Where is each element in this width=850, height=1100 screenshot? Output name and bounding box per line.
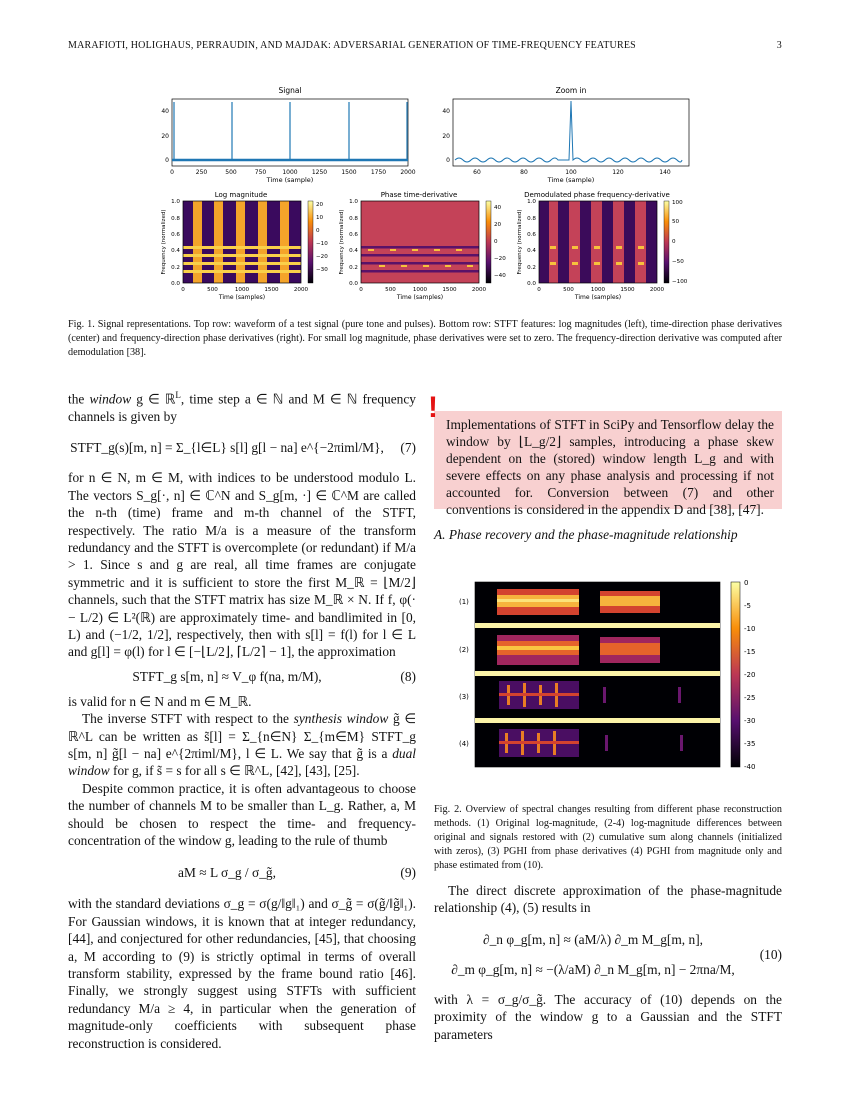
logmag-panel (161, 191, 328, 301)
svg-text:500: 500 (225, 169, 237, 176)
page-number: 3 (776, 40, 782, 51)
warning-box: Implementations of STFT in SciPy and Tensorflow delay the window by ⌊L_g/2⌋ samples, introducing a phase skew dependent on the (stored) window length L_g and with severe effects on any phase analysis and processing if not accounted for. Conversion between (7) and other conventions is considered in the appendix D and [38], [47]. (434, 411, 782, 509)
svg-text:1000: 1000 (590, 287, 606, 293)
svg-text:1750: 1750 (370, 169, 387, 176)
svg-text:0.2: 0.2 (349, 265, 358, 271)
svg-text:1250: 1250 (311, 169, 328, 176)
svg-text:1.0: 1.0 (527, 199, 536, 205)
svg-text:(4): (4) (459, 740, 469, 748)
zoom-xticks (473, 169, 671, 176)
phase-time-title: Phase time-derivative (380, 191, 458, 199)
para-lambda: with λ = σ_g/σ_g̃. The accuracy of (10) depends on the proximity of the window g to a Gaussian and the STFT parameters (434, 991, 782, 1042)
svg-text:−10: −10 (316, 241, 328, 247)
svg-text:(1): (1) (459, 598, 469, 606)
svg-text:120: 120 (612, 169, 624, 176)
svg-text:-5: -5 (744, 602, 751, 610)
svg-text:0.6: 0.6 (349, 232, 358, 238)
phase-freq-panel (517, 191, 688, 301)
svg-text:Time (samples): Time (samples) (396, 294, 444, 301)
svg-text:0.6: 0.6 (171, 232, 180, 238)
zoom-title: Zoom in (555, 86, 587, 95)
phase-freq-title: Demodulated phase frequency-derivative (524, 191, 670, 199)
signal-yticks (161, 108, 169, 164)
running-head (68, 40, 782, 51)
svg-text:60: 60 (473, 169, 481, 176)
section-heading: A. Phase recovery and the phase-magnitude relationship (434, 527, 738, 542)
svg-text:1500: 1500 (442, 287, 457, 293)
svg-text:0.0: 0.0 (527, 281, 536, 287)
svg-text:0: 0 (494, 239, 498, 245)
svg-text:0.0: 0.0 (171, 281, 180, 287)
svg-text:10: 10 (316, 215, 324, 221)
svg-text:40: 40 (442, 108, 450, 115)
svg-text:2000: 2000 (649, 287, 665, 293)
para-direct-approx: The direct discrete approximation of the phase-magnitude relationship (4), (5) results in (434, 883, 782, 916)
equation-10: ∂_n φ_g[m, n] ≈ (aM/λ) ∂_m M_g[m, n], ∂_m φ_g[m, n] ≈ −(λ/aM) ∂_n M_g[m, n] − 2πna/M, (10) (451, 931, 782, 977)
svg-text:1000: 1000 (234, 287, 250, 293)
figure-1 (150, 80, 710, 305)
svg-text:2000: 2000 (293, 287, 309, 293)
svg-text:50: 50 (672, 219, 680, 225)
svg-text:20: 20 (442, 133, 450, 140)
para-valid: is valid for n ∈ N and m ∈ M_ℝ. (68, 693, 252, 709)
svg-text:0: 0 (170, 169, 174, 176)
svg-text:-10: -10 (744, 625, 756, 633)
equation-9: aM ≈ L σ_g / σ_g̃, (9) (178, 864, 416, 880)
signal-xlabel: Time (sample) (266, 176, 314, 184)
signal-xticks (170, 169, 416, 176)
svg-text:750: 750 (254, 169, 267, 176)
svg-text:−20: −20 (494, 256, 506, 262)
svg-text:20: 20 (494, 222, 502, 228)
svg-text:1500: 1500 (264, 287, 279, 293)
zoom-panel (442, 86, 689, 184)
svg-text:-20: -20 (744, 671, 756, 679)
svg-text:0: 0 (744, 579, 749, 587)
svg-text:2000: 2000 (471, 287, 487, 293)
svg-text:0.8: 0.8 (349, 216, 358, 222)
svg-text:0.4: 0.4 (349, 248, 358, 254)
svg-text:40: 40 (494, 205, 502, 211)
svg-text:0.2: 0.2 (171, 265, 180, 271)
svg-text:0: 0 (446, 157, 450, 164)
fig2-row-1 (497, 589, 660, 615)
svg-text:Frequency (normalized): Frequency (normalized) (517, 209, 523, 275)
svg-text:100: 100 (565, 169, 577, 176)
zoom-yticks (442, 108, 450, 164)
para-inverse: The inverse STFT with respect to the synthesis window g̃ ∈ ℝ^L can be written as s̃[l] = Σ_{n∈N} Σ_{m∈M} STFT_g s[m, n] g̃[l − na] e^{2πiml/M}, l ∈ L. We say that g̃ is a dual window for g, if s̃ = s for all s ∈ ℝ^L, [42], [43], [25]. (68, 711, 416, 779)
svg-text:80: 80 (520, 169, 528, 176)
svg-text:2000: 2000 (400, 169, 416, 176)
svg-text:500: 500 (385, 287, 396, 293)
svg-text:0: 0 (165, 157, 169, 164)
fig1-caption: Fig. 1. Signal representations. Top row: waveform of a test signal (pure tone and pulses). Bottom row: STFT features: log magnitudes (left), time-direction phase derivatives (center) and frequency-direction phase derivatives (right). For small log magnitude, phase derivatives were set to zero. The frequency-direction derivative was computed after demodulation [38]. (68, 319, 782, 358)
svg-text:0: 0 (359, 287, 363, 293)
svg-text:Time (samples): Time (samples) (218, 294, 266, 301)
svg-text:20: 20 (316, 202, 324, 208)
svg-text:40: 40 (161, 108, 169, 115)
fig2-row-2 (497, 635, 660, 665)
signal-panel (161, 86, 415, 184)
figure-2 (455, 575, 770, 775)
svg-text:0.6: 0.6 (527, 232, 536, 238)
svg-text:−20: −20 (316, 254, 328, 260)
svg-text:-30: -30 (744, 717, 756, 725)
svg-text:0.2: 0.2 (527, 265, 536, 271)
svg-text:Frequency (normalized): Frequency (normalized) (339, 209, 345, 275)
left-column (68, 387, 416, 1052)
svg-text:1.0: 1.0 (349, 199, 358, 205)
running-title: MARAFIOTI, HOLIGHAUS, PERRAUDIN, AND MAJDAK: ADVERSARIAL GENERATION OF TIME-FREQUENCY FEATURES (68, 40, 636, 51)
svg-text:1000: 1000 (282, 169, 298, 176)
svg-text:1500: 1500 (620, 287, 635, 293)
equation-8: STFT_g s[m, n] ≈ V_φ f(na, m/M), (8) (132, 669, 416, 685)
svg-text:0.0: 0.0 (349, 281, 358, 287)
para-stft-def: for n ∈ N, m ∈ M, with indices to be understood modulo L. The vectors S_g[·, n] ∈ ℂ^N and S_g[m, ·] ∈ ℂ^M are called the n-th (time) frame and m-th channel of the STFT, respectively. The ratio M/a is a measure of the transform redundancy and the STFT is overcomplete (or redundant) if M/a > 1. Since s and g are real, all time frames are conjugate symmetric and it is sufficient to store the first M_ℝ = ⌊M/2⌋ channels, such that the STFT matrix has size M_ℝ × N. If f, φ(· − L/2) ∈ L²(ℝ) are approximately time- and bandlimited in [0, L) and (−1/2, 1/2], respectively, then with s[l] = f(l) for l ∈ L and g[l] = φ(l) for l ∈ [−⌊L/2⌋, ⌈L/2⌉ − 1], the approximation (68, 470, 416, 660)
svg-text:-25: -25 (744, 694, 756, 702)
warning-mark: ! (428, 391, 438, 424)
equation-7: STFT_g(s)[m, n] = Σ_{l∈L} s[l] g[l − na] e^{−2πiml/M}, (7) (70, 439, 416, 455)
svg-text:500: 500 (207, 287, 218, 293)
svg-text:0.8: 0.8 (527, 216, 536, 222)
svg-text:140: 140 (659, 169, 671, 176)
svg-text:−50: −50 (672, 259, 684, 265)
svg-text:Frequency (normalized): Frequency (normalized) (161, 209, 167, 275)
svg-text:250: 250 (195, 169, 208, 176)
svg-text:0: 0 (181, 287, 185, 293)
zoom-xlabel: Time (sample) (547, 176, 595, 184)
logmag-title: Log magnitude (214, 191, 268, 199)
svg-text:-40: -40 (744, 763, 756, 771)
signal-title: Signal (278, 86, 302, 95)
svg-text:−30: −30 (316, 267, 328, 273)
svg-text:1500: 1500 (341, 169, 357, 176)
fig2-colorbar (731, 582, 740, 767)
svg-text:0: 0 (672, 239, 676, 245)
para-stddev: with the standard deviations σ_g = σ(g/‖g‖₁) and σ_g̃ = σ(g̃/‖g̃‖₁). For Gaussian windows, it is known that at integer redundancy, [44], and conjectured for other redundancies, [45], that choosing a, M according to (9) is strictly optimal in terms of overall transform stability, expressed by the frame bound ratio [46]. Finally, we strongly suggest using STFTs with sufficient redundancy M/a ≥ 4, in particular when the generation of magnitude-only coefficients with subsequent phase reconstruction is considered. (68, 896, 416, 1051)
svg-text:0.4: 0.4 (171, 248, 180, 254)
svg-text:-15: -15 (744, 648, 756, 656)
fig2-caption: Fig. 2. Overview of spectral changes resulting from different phase reconstruction methods. (1) Original log-magnitude, (2-4) log-magnitude differences between original and signals restored with (2) cumulative sum along channels (initialized with zeros), (3) PGHI from phase derivatives (4) PGHI from magnitude only and phase estimated from (10). (434, 804, 782, 871)
right-column (434, 882, 782, 1043)
svg-text:0.8: 0.8 (171, 216, 180, 222)
svg-text:1000: 1000 (412, 287, 428, 293)
para-window-intro: the window g ∈ ℝ$^L$, time step a ∈ ℕ and M ∈ ℕ frequency channels is given by (68, 390, 416, 424)
svg-text:20: 20 (161, 133, 169, 140)
svg-text:0: 0 (316, 228, 320, 234)
svg-text:−40: −40 (494, 273, 506, 279)
svg-text:1.0: 1.0 (171, 199, 180, 205)
svg-text:−100: −100 (672, 279, 688, 285)
svg-text:Time (samples): Time (samples) (574, 294, 622, 301)
phase-time-panel (339, 191, 506, 301)
para-channels: Despite common practice, it is often advantageous to choose the number of channels M to be smaller than L_g. Rather, a, M should be chosen to respect the time- and frequency-concentration of the window g, leading to the rule of thumb (68, 780, 416, 848)
fig2-colorbar-ticks (744, 579, 755, 771)
svg-text:(2): (2) (459, 646, 469, 654)
svg-text:(3): (3) (459, 693, 469, 701)
svg-text:0.4: 0.4 (527, 248, 536, 254)
svg-text:0: 0 (537, 287, 541, 293)
fig2-row-labels (459, 598, 469, 748)
svg-text:500: 500 (563, 287, 574, 293)
svg-text:-35: -35 (744, 740, 756, 748)
svg-text:100: 100 (672, 200, 683, 206)
